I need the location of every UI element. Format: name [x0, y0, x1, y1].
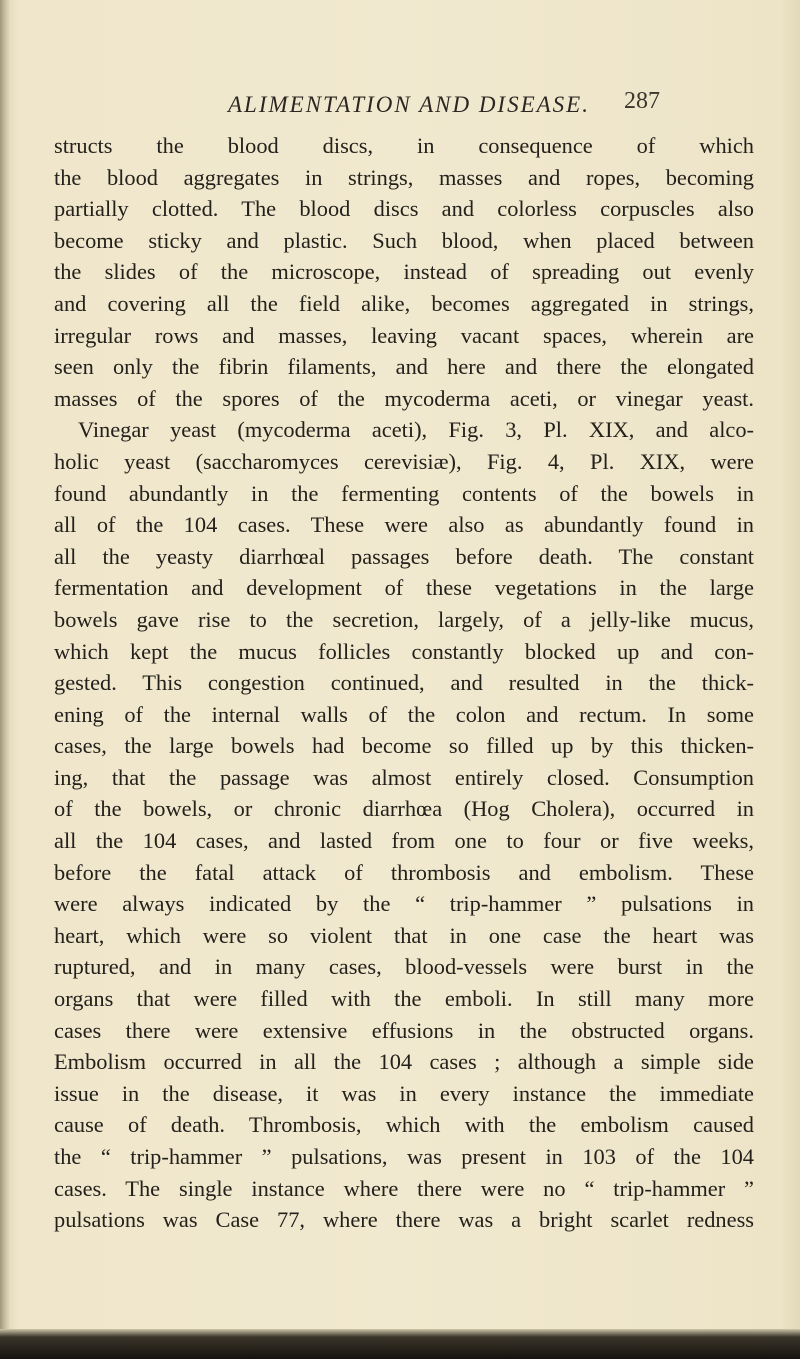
text-line: Vinegar yeast (mycoderma aceti), Fig. 3, Pl. XIX, and alco- — [78, 417, 754, 443]
text-line: Embolism occurred in all the 104 cases ; although a simple side — [54, 1049, 754, 1075]
text-line: all of the 104 cases. These were also as abundantly found in — [54, 512, 754, 538]
text-line: pulsations was Case 77, where there was a bright scarlet redness — [54, 1207, 754, 1233]
text-line: partially clotted. The blood discs and colorless corpuscles also — [54, 196, 754, 222]
text-line: masses of the spores of the mycoderma aceti, or vinegar yeast. — [54, 385, 754, 411]
body-text — [54, 130, 754, 1236]
text-line: ruptured, and in many cases, blood-vessels were burst in the — [54, 954, 754, 980]
text-line: holic yeast (saccharomyces cerevisiæ), Fig. 4, Pl. XIX, were — [54, 448, 754, 474]
text-line: cases, the large bowels had become so filled up by this thicken- — [54, 733, 754, 759]
text-line: heart, which were so violent that in one case the heart was — [54, 922, 754, 948]
text-line: the slides of the microscope, instead of spreading out evenly — [54, 259, 754, 285]
text-line: found abundantly in the fermenting contents of the bowels in — [54, 480, 754, 506]
text-line: cases there were extensive effusions in the obstructed organs. — [54, 1017, 754, 1043]
text-line: all the yeasty diarrhœal passages before death. The constant — [54, 543, 754, 569]
text-line: ing, that the passage was almost entirely closed. Consumption — [54, 764, 754, 790]
text-line: seen only the fibrin filaments, and here and there the elongated — [54, 354, 754, 380]
page-number: 287 — [624, 88, 660, 114]
text-line: cause of death. Thrombosis, which with the embolism caused — [54, 1112, 754, 1138]
text-line: structs the blood discs, in consequence of which — [54, 133, 754, 158]
scan-bottom-edge — [0, 1329, 800, 1359]
text-line: before the fatal attack of thrombosis and embolism. These — [54, 859, 754, 885]
text-line: become sticky and plastic. Such blood, when placed between — [54, 227, 754, 253]
text-line: of the bowels, or chronic diarrhœa (Hog Cholera), occurred in — [54, 796, 754, 822]
text-line: issue in the disease, it was in every instance the immediate — [54, 1080, 754, 1106]
text-line: and covering all the field alike, becomes aggregated in strings, — [54, 290, 754, 316]
binding-shadow — [0, 0, 10, 1359]
text-line: which kept the mucus follicles constantly blocked up and con- — [54, 638, 754, 664]
text-line: all the 104 cases, and lasted from one to four or five weeks, — [54, 828, 754, 854]
text-line: ening of the internal walls of the colon and rectum. In some — [54, 701, 754, 727]
text-line: irregular rows and masses, leaving vacant spaces, wherein are — [54, 322, 754, 348]
text-line: bowels gave rise to the secretion, largely, of a jelly-like mucus, — [54, 606, 754, 632]
text-line: cases. The single instance where there were no “ trip-hammer ” — [54, 1175, 754, 1201]
running-title: ALIMENTATION AND DISEASE. — [228, 92, 590, 117]
text-line: gested. This congestion continued, and resulted in the thick- — [54, 670, 754, 696]
text-line: were always indicated by the “ trip-hammer ” pulsations in — [54, 891, 754, 917]
text-line: organs that were filled with the emboli. In still many more — [54, 986, 754, 1012]
text-line: the “ trip-hammer ” pulsations, was present in 103 of the 104 — [54, 1144, 754, 1169]
text-line: the blood aggregates in strings, masses and ropes, becoming — [54, 164, 754, 190]
page-header — [0, 88, 800, 128]
text-line: fermentation and development of these vegetations in the large — [54, 575, 754, 601]
